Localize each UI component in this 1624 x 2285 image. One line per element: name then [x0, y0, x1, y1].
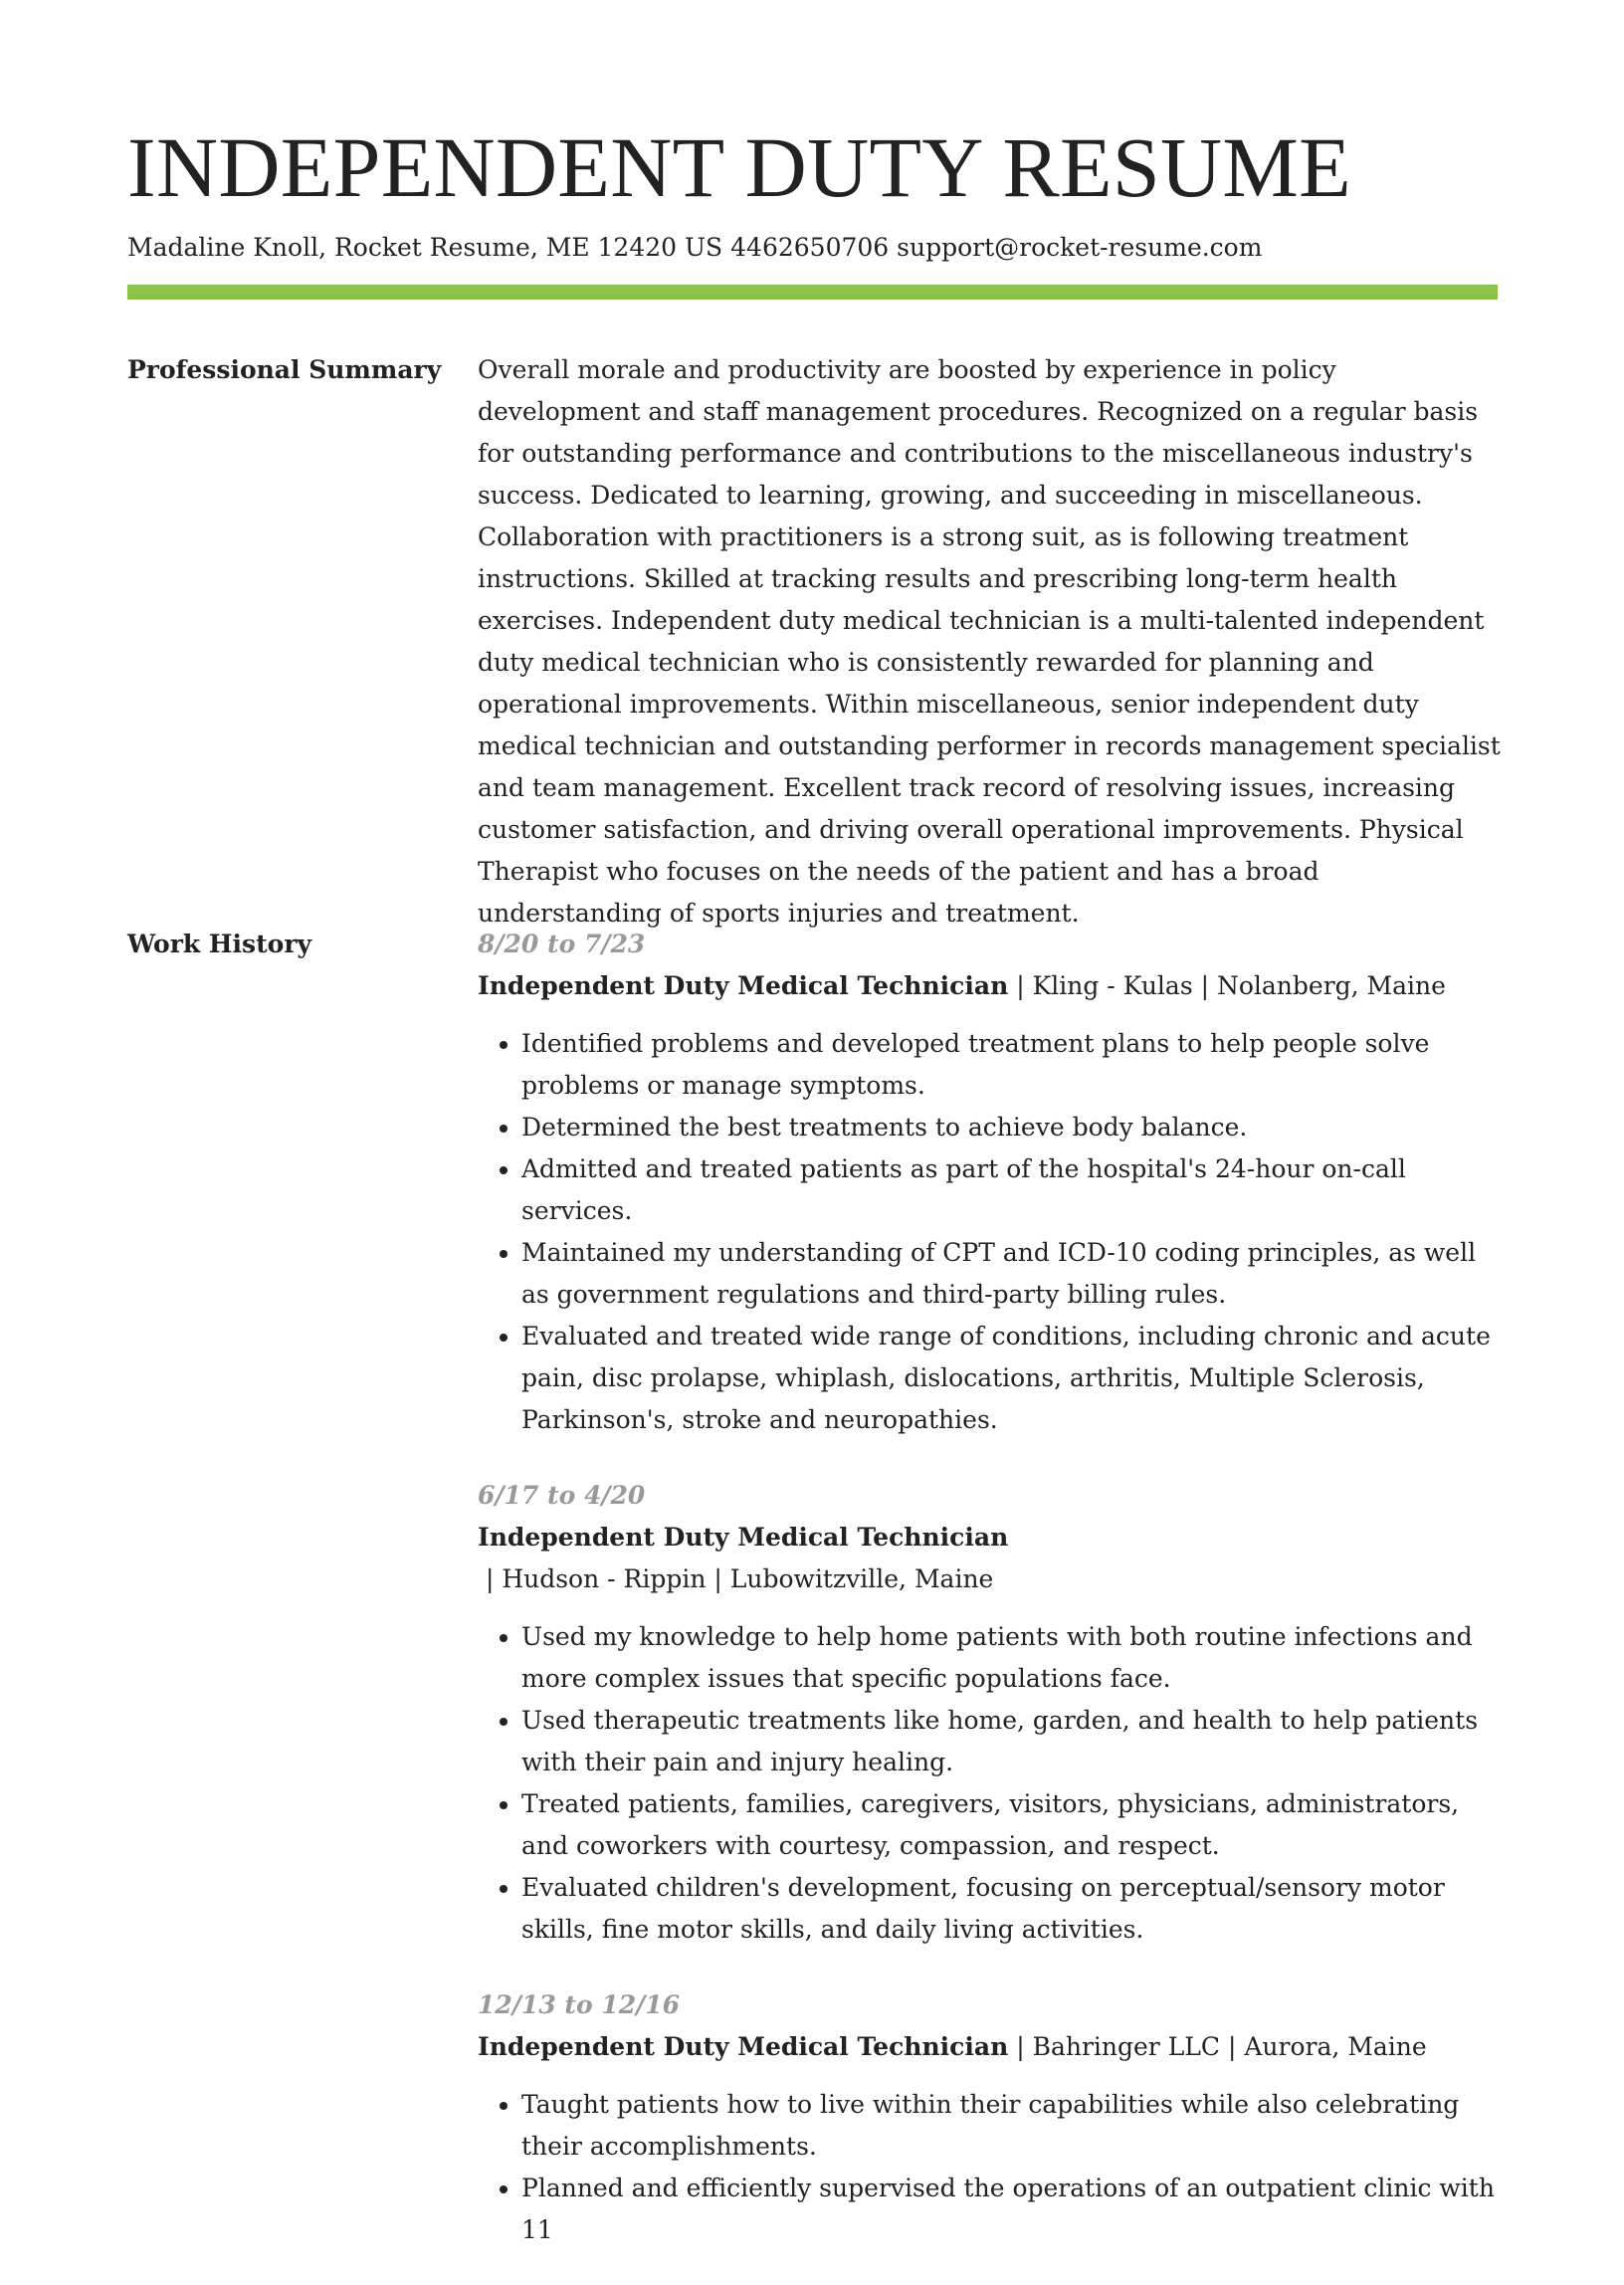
- job-title: Independent Duty Medical Technician: [478, 971, 1009, 1000]
- work-history-heading: Work History: [127, 930, 312, 958]
- job-header: [478, 1517, 1503, 1600]
- summary-heading: Professional Summary: [127, 355, 442, 384]
- job-bullet: • Evaluated children's development, focusing on perceptual/sensory motor skills, fine motor skills, and daily living activities.: [521, 1867, 1503, 1951]
- header-divider: [127, 285, 1498, 300]
- job-bullet: • Used my knowledge to help home patients with both routine infections and more complex issues that specific populations face.: [521, 1616, 1503, 1700]
- contact-line: Madaline Knoll, Rocket Resume, ME 12420 US 4462650706 support@rocket-resume.com: [127, 233, 1263, 262]
- job-dates: 8/20 to 7/23: [478, 930, 646, 958]
- job-dates: 12/13 to 12/16: [478, 1990, 681, 2019]
- job-employer-location: | Bahringer LLC | Aurora, Maine: [1008, 2032, 1427, 2061]
- job-bullet: • Treated patients, families, caregivers, visitors, physicians, administrators, and coworkers with courtesy, compassion, and respect.: [521, 1783, 1503, 1867]
- job-bullet: • Used therapeutic treatments like home, garden, and health to help patients with their pain and injury healing.: [521, 1700, 1503, 1783]
- job-title: Independent Duty Medical Technician: [478, 2032, 1009, 2061]
- job-employer-location: | Kling - Kulas | Nolanberg, Maine: [1008, 971, 1446, 1000]
- summary-section: [478, 349, 1503, 935]
- job-entry: [478, 924, 1503, 1441]
- job-bullet: • Maintained my understanding of CPT and ICD-10 coding principles, as well as government regulations and third-party billing rules.: [521, 1232, 1503, 1316]
- job-bullet: • Taught patients how to live within their capabilities while also celebrating their accomplishments.: [521, 2084, 1503, 2168]
- job-bullet: • Determined the best treatments to achieve body balance.: [521, 1107, 1503, 1148]
- resume-title: INDEPENDENT DUTY RESUME: [127, 119, 1351, 215]
- job-bullet: • Evaluated and treated wide range of conditions, including chronic and acute pain, disc prolapse, whiplash, dislocations, arthritis, Multiple Sclerosis, Parkinson's, stroke and neuropathies.: [521, 1316, 1503, 1441]
- job-bullet: • Planned and efficiently supervised the operations of an outpatient clinic with 11: [521, 2168, 1503, 2251]
- job-entry: [478, 1475, 1503, 1951]
- summary-text: Overall morale and productivity are boosted by experience in policy development and staff management procedures. Recognized on a regular basis for outstanding performance and contributions to the miscellaneous industry's success. Dedicated to learning, growing, and succeeding in miscellaneous. Collaboration with practitioners is a strong suit, as is following treatment instructions. Skilled at tracking results and prescribing long-term health exercises. Independent duty medical technician is a multi-talented independent duty medical technician who is consistently rewarded for planning and operational improvements. Within miscellaneous, senior independent duty medical technician and outstanding performer in records management specialist and team management. Excellent track record of resolving issues, increasing customer satisfaction, and driving overall operational improvements. Physical Therapist who focuses on the needs of the patient and has a broad understanding of sports injuries and treatment.: [478, 355, 1501, 928]
- job-header: [478, 2026, 1503, 2068]
- job-employer-location: | Hudson - Rippin | Lubowitzville, Maine: [478, 1564, 994, 1593]
- job-bullet: • Admitted and treated patients as part of the hospital's 24-hour on-call services.: [521, 1148, 1503, 1232]
- job-entry: [478, 1984, 1503, 2251]
- job-dates: 6/17 to 4/20: [478, 1481, 646, 1510]
- job-bullet: • Identified problems and developed treatment plans to help people solve problems or manage symptoms.: [521, 1023, 1503, 1107]
- job-header: [478, 965, 1503, 1007]
- work-history-section: [478, 924, 1503, 2285]
- job-bullet-list: [478, 1616, 1503, 1951]
- job-title: Independent Duty Medical Technician: [478, 1523, 1009, 1552]
- job-bullet-list: [478, 1023, 1503, 1441]
- job-bullet-list: [478, 2084, 1503, 2251]
